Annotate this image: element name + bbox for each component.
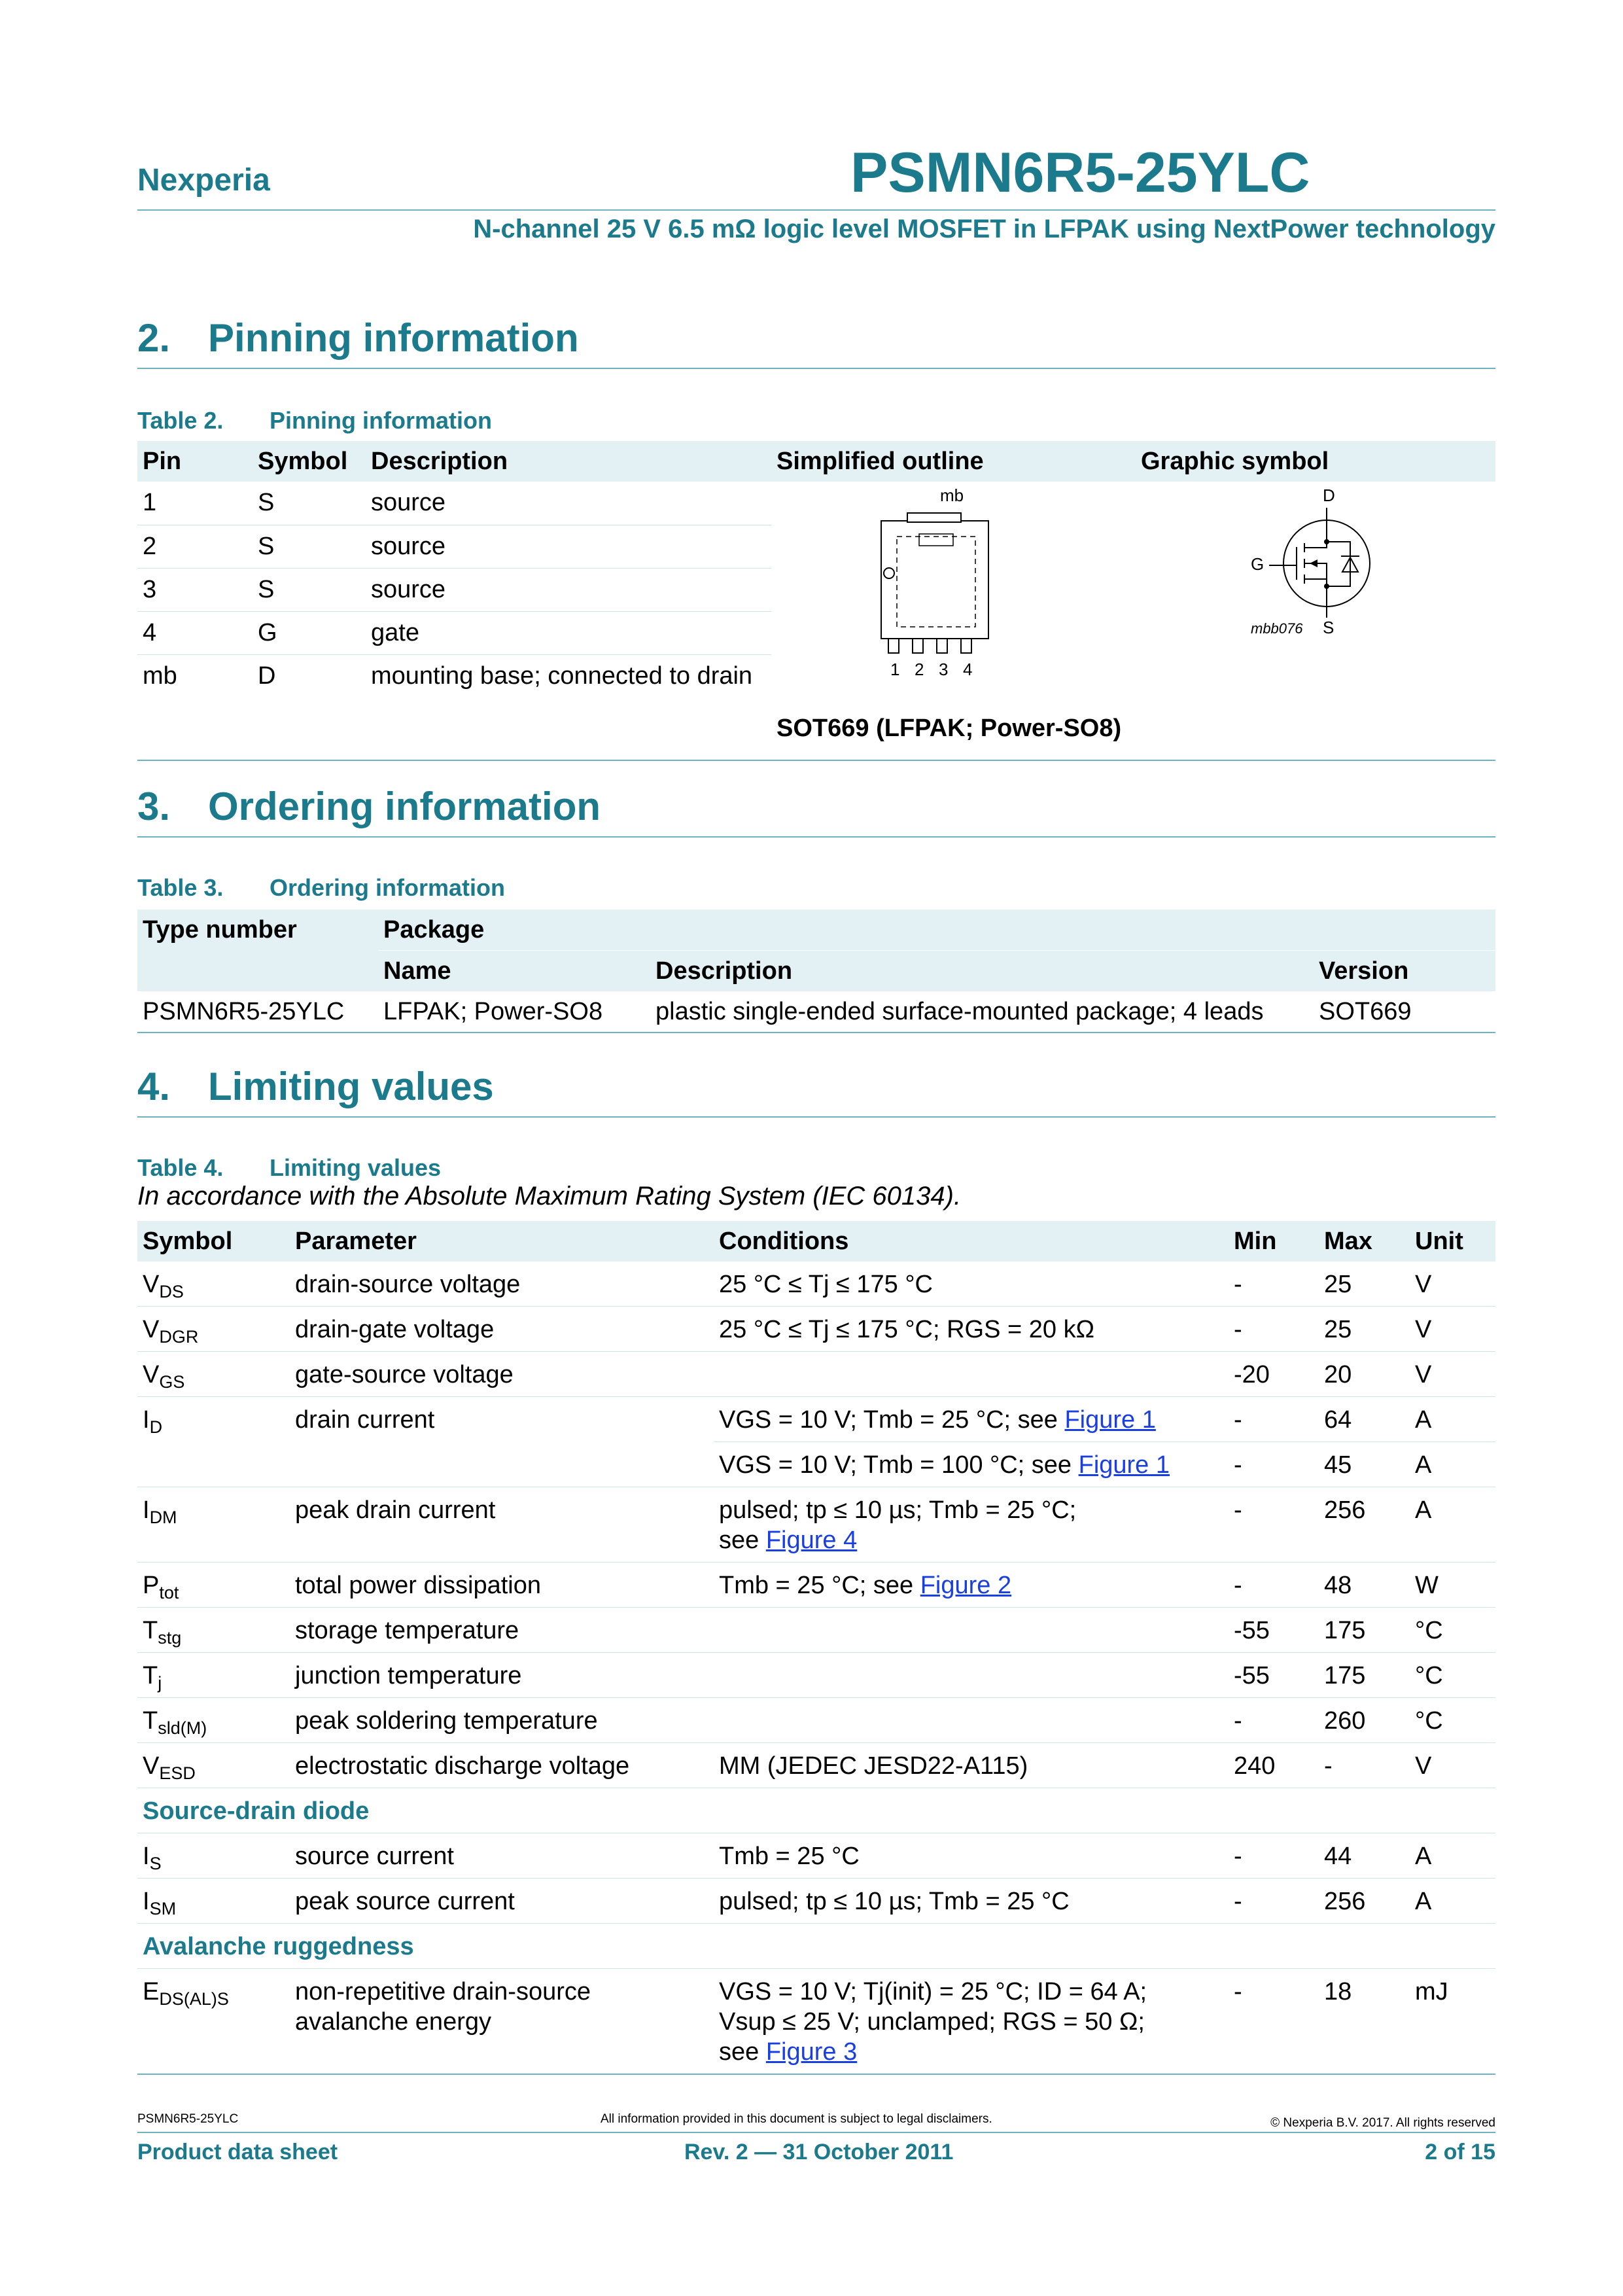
part-number: PSMN6R5-25YLC — [850, 141, 1310, 204]
cell-conditions: 25 °C ≤ Tj ≤ 175 °C; RGS = 20 kΩ — [714, 1307, 1229, 1352]
cell-package-name: LFPAK; Power-SO8 — [378, 991, 650, 1033]
section-rule — [137, 1116, 1495, 1118]
cell-pin: 2 — [137, 525, 253, 568]
cell-min: -20 — [1229, 1352, 1319, 1397]
cell-max: 44 — [1319, 1833, 1410, 1879]
cell-parameter: junction temperature — [290, 1653, 714, 1698]
cell-symbol: $V_{DS}$ — [137, 1262, 290, 1307]
cell-max: 175 — [1319, 1608, 1410, 1653]
cell-conditions: MM (JEDEC JESD22-A115) — [714, 1743, 1229, 1788]
col-header: Simplified outline — [771, 441, 1136, 482]
cell-symbol: $I_S$ — [137, 1833, 290, 1879]
group-heading-source-drain: Source-drain diode — [137, 1788, 1495, 1833]
cell-min: - — [1229, 1833, 1319, 1879]
cell-conditions: VGS = 10 V; Tmb = 100 °C; see Figure 1 — [714, 1442, 1229, 1487]
outline-pin-label: 4 — [963, 660, 973, 679]
table-row — [137, 1608, 1495, 1653]
table-row — [137, 1352, 1495, 1397]
cell-min: - — [1229, 1698, 1319, 1743]
section-rule — [137, 836, 1495, 838]
cell-min: -55 — [1229, 1608, 1319, 1653]
table-header-row — [137, 910, 1495, 951]
cell-max: 25 — [1319, 1307, 1410, 1352]
table-group-row — [137, 1788, 1495, 1833]
cell-version: SOT669 — [1314, 991, 1495, 1033]
cell-unit: V — [1410, 1307, 1495, 1352]
cell-conditions: VGS = 10 V; Tmb = 25 °C; see Figure 1 — [714, 1397, 1229, 1442]
cell-max: 45 — [1319, 1442, 1410, 1487]
cell-parameter: electrostatic discharge voltage — [290, 1743, 714, 1788]
cell-unit: A — [1410, 1879, 1495, 1924]
col-header: Description — [650, 951, 1314, 992]
col-header: Version — [1314, 951, 1495, 992]
table-header-row — [137, 441, 1495, 482]
cell-parameter: peak source current — [290, 1879, 714, 1924]
table-row — [137, 991, 1495, 1033]
cell-parameter: drain-source voltage — [290, 1262, 714, 1307]
table-row — [137, 482, 1495, 525]
footer-doc-type: Product data sheet — [137, 2140, 338, 2164]
cell-pin: mb — [143, 662, 177, 690]
col-header: Symbol — [137, 1221, 290, 1262]
cell-symbol: $P_{tot}$ — [137, 1563, 290, 1608]
table-row — [137, 1307, 1495, 1352]
table-caption-4: Table 4. Limiting values — [137, 1154, 442, 1181]
cell-max: 64 — [1319, 1397, 1410, 1442]
table-row — [137, 1397, 1495, 1442]
footer-doc-id: PSMN6R5-25YLC — [137, 2112, 239, 2126]
table-row — [137, 1653, 1495, 1698]
table-row — [137, 1879, 1495, 1924]
cell-unit: A — [1410, 1833, 1495, 1879]
cell-max: - — [1319, 1743, 1410, 1788]
cell-pin: 1 — [137, 482, 253, 525]
cell-unit: A — [1410, 1487, 1495, 1563]
cell-max: 256 — [1319, 1879, 1410, 1924]
table-row — [137, 1487, 1495, 1563]
cell-min: - — [1229, 1969, 1319, 2075]
cell-conditions — [714, 1698, 1229, 1743]
outline-mb-label: mb — [940, 486, 964, 505]
table-row — [137, 1833, 1495, 1879]
table-subtitle: In accordance with the Absolute Maximum Rating System (IEC 60134). — [137, 1182, 962, 1210]
col-header: Graphic symbol — [1136, 441, 1495, 482]
cell-unit: mJ — [1410, 1969, 1495, 2075]
cell-description: source — [366, 525, 771, 568]
cell-parameter: storage temperature — [290, 1608, 714, 1653]
outline-pin-label: 3 — [939, 660, 949, 679]
table-row — [137, 1563, 1495, 1608]
cell-description: source — [366, 568, 771, 611]
cell-symbol: $T_j$ — [137, 1653, 290, 1698]
figure-link[interactable]: Figure 3 — [765, 2038, 858, 2066]
package-outline-drawing — [777, 482, 1130, 698]
cell-description: gate — [366, 611, 771, 654]
cell-unit: V — [1410, 1262, 1495, 1307]
table-group-row — [137, 1924, 1495, 1969]
cell-symbol: G — [253, 611, 366, 654]
limiting-values-table — [137, 1221, 1495, 2075]
col-header: Symbol — [253, 441, 366, 482]
col-header: Parameter — [290, 1221, 714, 1262]
cell-symbol: $V_{ESD}$ — [137, 1743, 290, 1788]
figure-link[interactable]: Figure 4 — [765, 1527, 858, 1554]
col-header: Type number — [137, 910, 378, 991]
col-header: Description — [366, 441, 771, 482]
cell-unit: V — [1410, 1352, 1495, 1397]
cell-conditions: 25 °C ≤ Tj ≤ 175 °C — [714, 1262, 1229, 1307]
cell-conditions: pulsed; tp ≤ 10 µs; Tmb = 25 °C; see Figure 4 — [714, 1487, 1229, 1563]
col-header: Conditions — [714, 1221, 1229, 1262]
cell-min: - — [1229, 1487, 1319, 1563]
figure-link[interactable]: Figure 2 — [920, 1572, 1012, 1599]
header-rule — [137, 209, 1495, 211]
col-header: Pin — [137, 441, 253, 482]
col-header: Unit — [1410, 1221, 1495, 1262]
cell-symbol: $V_{DGR}$ — [137, 1307, 290, 1352]
cell-max: 18 — [1319, 1969, 1410, 2075]
cell-unit: °C — [1410, 1653, 1495, 1698]
cell-min: -55 — [1229, 1653, 1319, 1698]
cell-unit: A — [1410, 1397, 1495, 1442]
col-header: Name — [378, 951, 650, 992]
cell-parameter: peak soldering temperature — [290, 1698, 714, 1743]
brand-name: Nexperia — [137, 163, 270, 198]
cell-description: source — [366, 482, 771, 525]
cell-parameter: drain current — [290, 1397, 714, 1487]
table-row — [137, 698, 1495, 760]
cell-conditions — [714, 1608, 1229, 1653]
cell-symbol: $I_D$ — [137, 1397, 290, 1487]
cell-symbol: $V_{GS}$ — [137, 1352, 290, 1397]
cell-max: 175 — [1319, 1653, 1410, 1698]
cell-unit: V — [1410, 1743, 1495, 1788]
cell-symbol: S — [253, 568, 366, 611]
cell-type-number: PSMN6R5-25YLC — [137, 991, 378, 1033]
cell-description: mounting base; connected to drain — [371, 662, 753, 690]
outline-pin-label: 1 — [890, 660, 900, 679]
cell-min: 240 — [1229, 1743, 1319, 1788]
outline-pin-label: 2 — [915, 660, 924, 679]
outline-cell — [771, 482, 1136, 698]
section-rule — [137, 368, 1495, 369]
table-row — [137, 1698, 1495, 1743]
cell-conditions: pulsed; tp ≤ 10 µs; Tmb = 25 °C — [714, 1879, 1229, 1924]
cell-unit: W — [1410, 1563, 1495, 1608]
cell-min: - — [1229, 1563, 1319, 1608]
cell-parameter: peak drain current — [290, 1487, 714, 1563]
cell-package-description: plastic single-ended surface-mounted package; 4 leads — [650, 991, 1314, 1033]
cell-conditions — [714, 1653, 1229, 1698]
cell-unit: A — [1410, 1442, 1495, 1487]
table-header-row — [137, 1221, 1495, 1262]
cell-parameter: source current — [290, 1833, 714, 1879]
table-caption-2: Table 2. Pinning information — [137, 407, 492, 434]
cell-min: - — [1229, 1879, 1319, 1924]
col-header: Min — [1229, 1221, 1319, 1262]
section-heading-ordering: 3. Ordering information — [137, 785, 601, 828]
cell-min: - — [1229, 1307, 1319, 1352]
cell-symbol: $I_{DM}$ — [137, 1487, 290, 1563]
symbol-source-label: S — [1323, 618, 1335, 637]
cell-symbol: $I_{SM}$ — [137, 1879, 290, 1924]
cell-symbol: $E_{DS(AL)S}$ — [137, 1969, 290, 2075]
cell-symbol: D — [258, 662, 276, 690]
cell-parameter: drain-gate voltage — [290, 1307, 714, 1352]
document-subtitle: N-channel 25 V 6.5 mΩ logic level MOSFET in LFPAK using NextPower technology — [473, 215, 1495, 243]
cell-conditions: VGS = 10 V; Tj(init) = 25 °C; ID = 64 A; Vsup ≤ 25 V; unclamped; RGS = 50 Ω; see Figure 3 — [714, 1969, 1229, 2075]
symbol-code: mbb076 — [1251, 620, 1303, 637]
ordering-table — [137, 910, 1495, 1033]
footer-disclaimer: All information provided in this document is subject to legal disclaimers. — [601, 2112, 992, 2126]
section-heading-limiting: 4. Limiting values — [137, 1065, 494, 1108]
cell-unit: °C — [1410, 1698, 1495, 1743]
table-row — [137, 1262, 1495, 1307]
cell-symbol: $T_{sld(M)}$ — [137, 1698, 290, 1743]
cell-parameter: total power dissipation — [290, 1563, 714, 1608]
cell-symbol: $T_{stg}$ — [137, 1608, 290, 1653]
table-caption-3: Table 3. Ordering information — [137, 874, 505, 901]
cell-conditions: Tmb = 25 °C — [714, 1833, 1229, 1879]
cell-min: - — [1229, 1442, 1319, 1487]
cell-max: 20 — [1319, 1352, 1410, 1397]
symbol-drain-label: D — [1323, 486, 1335, 505]
pinning-table — [137, 441, 1495, 761]
table-row — [137, 1969, 1495, 2075]
table-row — [137, 1743, 1495, 1788]
symbol-gate-label: G — [1251, 554, 1265, 574]
graphic-symbol-cell — [1136, 482, 1495, 698]
mosfet-symbol-drawing — [1141, 482, 1468, 698]
cell-max: 25 — [1319, 1262, 1410, 1307]
figure-link[interactable]: Figure 1 — [1078, 1451, 1170, 1479]
cell-max: 260 — [1319, 1698, 1410, 1743]
cell-conditions: Tmb = 25 °C; see Figure 2 — [714, 1563, 1229, 1608]
cell-parameter: non-repetitive drain-source avalanche energy — [290, 1969, 714, 2075]
cell-max: 256 — [1319, 1487, 1410, 1563]
col-header: Max — [1319, 1221, 1410, 1262]
footer-revision: Rev. 2 — 31 October 2011 — [684, 2140, 954, 2164]
group-heading-avalanche: Avalanche ruggedness — [137, 1924, 1495, 1969]
cell-symbol: S — [253, 482, 366, 525]
cell-symbol: S — [253, 525, 366, 568]
footer-page-number: 2 of 15 — [1425, 2140, 1495, 2164]
footer-copyright: © Nexperia B.V. 2017. All rights reserved — [1270, 2116, 1495, 2130]
cell-unit: °C — [1410, 1608, 1495, 1653]
outline-caption: SOT669 (LFPAK; Power-SO8) — [771, 698, 1495, 760]
footer-rule — [137, 2132, 1495, 2133]
figure-link[interactable]: Figure 1 — [1064, 1406, 1156, 1434]
cell-pin: 4 — [137, 611, 253, 654]
cell-pin: 3 — [137, 568, 253, 611]
cell-min: - — [1229, 1397, 1319, 1442]
col-header: Package — [378, 910, 1495, 951]
cell-min: - — [1229, 1262, 1319, 1307]
cell-parameter: gate-source voltage — [290, 1352, 714, 1397]
section-heading-pinning: 2. Pinning information — [137, 316, 579, 360]
cell-max: 48 — [1319, 1563, 1410, 1608]
cell-conditions — [714, 1352, 1229, 1397]
